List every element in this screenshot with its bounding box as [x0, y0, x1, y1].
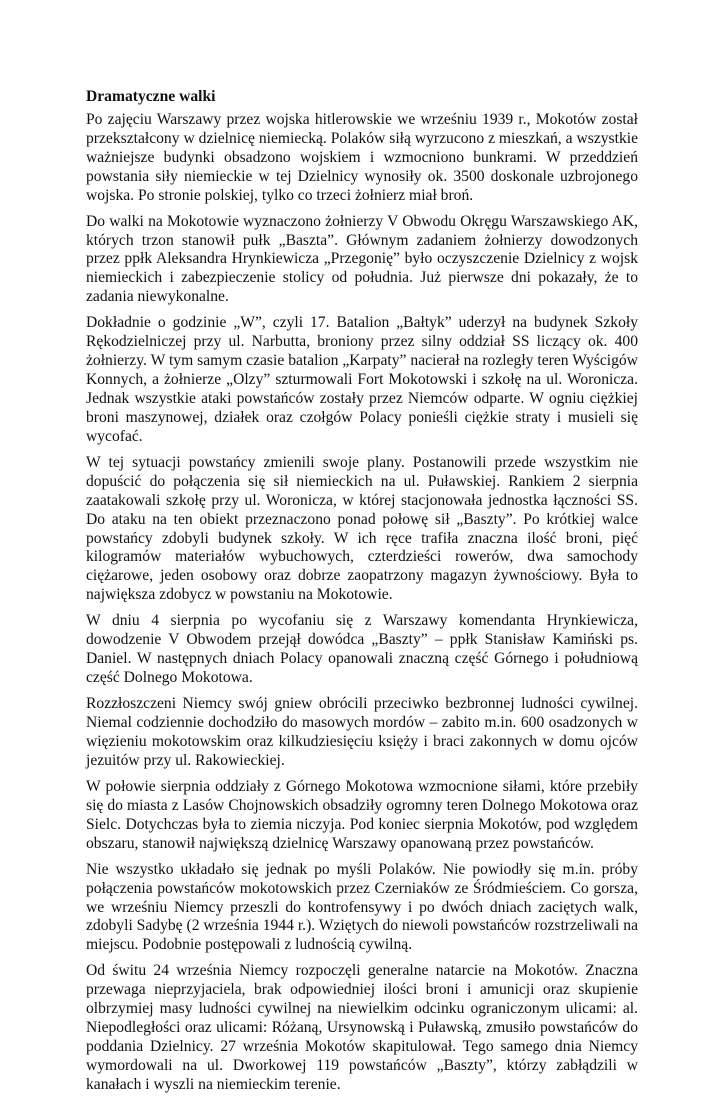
paragraph-setbacks: Nie wszystko układało się jednak po myśli Polaków. Nie powiodły się m.in. próby połączenia powstańców mokotowskich przez Czerniaków ze Śródmieściem. Co gorsza, we wrześniu Niemcy przeszli do kontrofensywy i po dwóch dniach zaciętych walk, zdobyli Sadybę (2 września 1944 r.). Wziętych do niewoli powstańców rozstrzeliwali na miejscu. Podobnie postępowali z ludnością cywilną.: [86, 860, 638, 954]
document-page: [86, 88, 638, 1102]
paragraph-civilian-murders: Rozzłoszczeni Niemcy swój gniew obrócili przeciwko bezbronnej ludności cywilnej. Niemal codziennie dochodziło do masowych mordów – zabito m.in. 600 osadzonych w więzieniu mokotowskim oraz kilkudziesięciu księży i braci zakonnych w domu ojców jezuitów przy ul. Rakowieckiej.: [86, 695, 638, 769]
paragraph-capitulation: Od świtu 24 września Niemcy rozpoczęli generalne natarcie na Mokotów. Znaczna przewaga nieprzyjaciela, brak odpowiedniej ilości broni i amunicji oraz skupienie olbrzymiej masy ludności cywilnej na niewielkim odcinku ograniczonym ulicami: al. Niepodległości oraz ulicami: Różaną, Ursynowską i Puławską, zmusiło powstańców do poddania Dzielnicy. 27 września Mokotów skapitulował. Tego samego dnia Niemcy wymordowali na ul. Dworkowej 119 powstańców „Baszty”, którzy zabłądzili w kanałach i wyszli na niemieckim terenie.: [86, 962, 638, 1093]
document-title: Dramatyczne walki: [86, 88, 216, 105]
paragraph-mid-august: W połowie sierpnia oddziały z Górnego Mokotowa wzmocnione siłami, które przebiły się do miasta z Lasów Chojnowskich obsadziły ogromny teren Dolnego Mokotowa oraz Sielc. Dotychczas była to ziemia niczyja. Pod koniec sierpnia Mokotów, pod względem obszaru, stanowił największą dzielnicę Warszawy opanowaną przez powstańców.: [86, 777, 638, 852]
paragraph-hour-w: Dokładnie o godzinie „W”, czyli 17. Batalion „Bałtyk” uderzył na budynek Szkoły Rękodzielniczej przy ul. Narbutta, broniony przez silny oddział SS liczący ok. 400 żołnierzy. W tym samym czasie batalion „Karpaty” nacierał na rozległy teren Wyścigów Konnych, a żołnierze „Olzy” szturmowali Fort Mokotowski i szkołę na ul. Woronicza. Jednak wszystkie ataki powstańców zostały przez Niemców odparte. W ogniu ciężkiej broni maszynowej, działek oraz czołgów Polacy ponieśli ciężkie straty i musieli się wycofać.: [86, 314, 638, 445]
paragraph-occupation: Po zajęciu Warszawy przez wojska hitlerowskie we wrześniu 1939 r., Mokotów został przekształcony w dzielnicę niemiecką. Polaków siłą wyrzucono z mieszkań, a wszystkie ważniejsze budynki obsadzono wojskiem i wzmocniono bunkrami. W przeddzień powstania siły niemieckie w tej Dzielnicy wynosiły ok. 3500 doskonale uzbrojonego wojska. Po stronie polskiej, tylko co trzeci żołnierz miał broń.: [86, 110, 638, 204]
paragraph-v-district: Do walki na Mokotowie wyznaczono żołnierzy V Obwodu Okręgu Warszawskiego AK, których trzon stanowił pułk „Baszta”. Głównym zadaniem żołnierzy dowodzonych przez ppłk Aleksandra Hrynkiewicza „Przegonię” było oczyszczenie Dzielnicy z wojsk niemieckich i zabezpieczenie stolicy od południa. Już pierwsze dni pokazały, że to zadania niewykonalne.: [86, 212, 638, 306]
paragraph-command-change: W dniu 4 sierpnia po wycofaniu się z Warszawy komendanta Hrynkiewicza, dowodzenie V Obwodem przejął dowódca „Baszty” – ppłk Stanisław Kamiński ps. Daniel. W następnych dniach Polacy opanowali znaczną część Górnego i południową część Dolnego Mokotowa.: [86, 612, 638, 687]
paragraph-new-plans: W tej sytuacji powstańcy zmienili swoje plany. Postanowili przede wszystkim nie dopuścić do połączenia się sił niemieckich na ul. Puławskiej. Rankiem 2 sierpnia zaatakowali szkołę przy ul. Woronicza, w której stacjonowała jednostka łączności SS. Do ataku na ten obiekt przeznaczono ponad połowę sił „Baszty”. Po krótkiej walce powstańcy zdobyli budynek szkoły. W ich ręce trafiła znaczna ilość broni, pięć kilogramów materiałów wybuchowych, czterdzieści rowerów, dwa samochody ciężarowe, jeden osobowy oraz dobrze zaopatrzony magazyn żywnościowy. Była to największa zdobycz w powstaniu na Mokotowie.: [86, 453, 638, 604]
